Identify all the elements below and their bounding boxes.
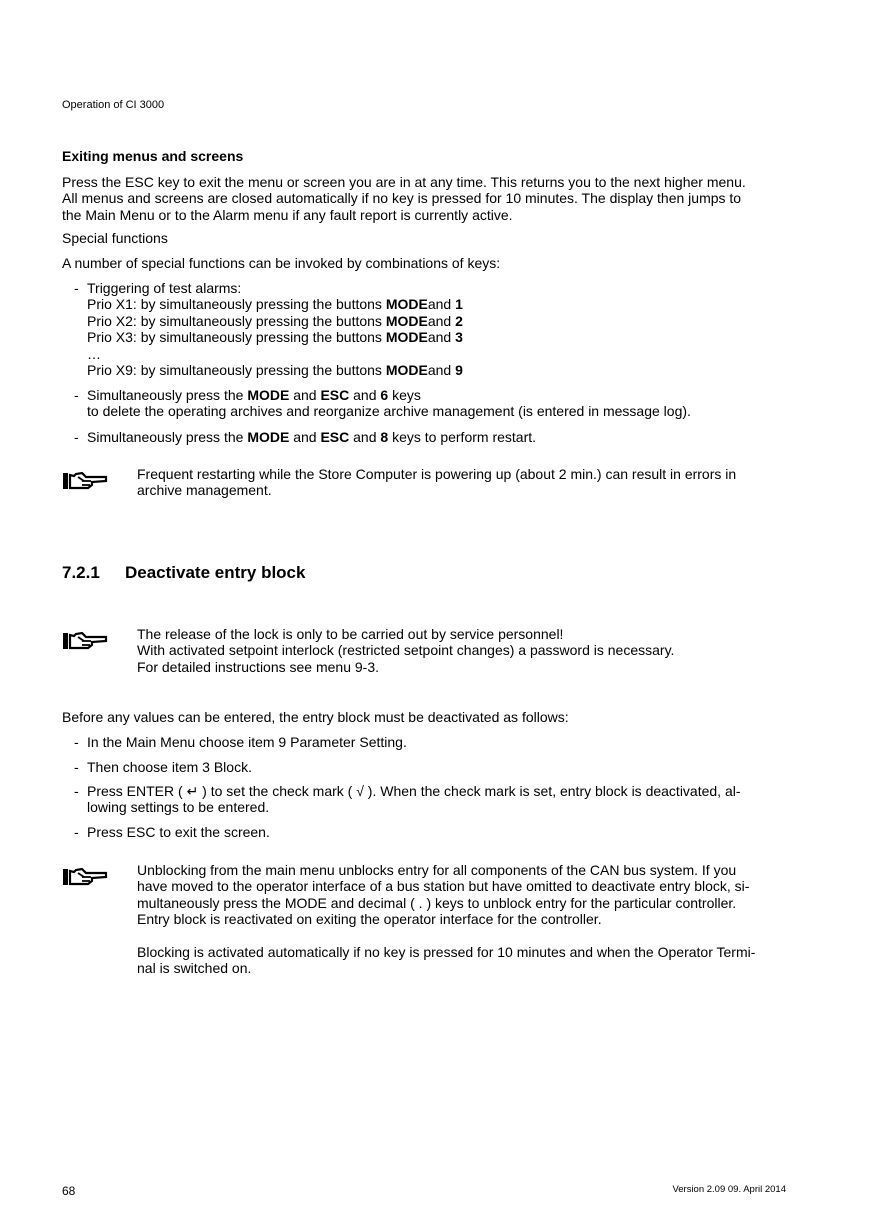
text-line bbox=[137, 960, 797, 976]
running-header: Operation of CI 3000 bbox=[62, 99, 165, 111]
text-run: and bbox=[427, 312, 456, 329]
text-line bbox=[137, 482, 797, 498]
key-name: 1 bbox=[455, 296, 463, 313]
list-bullet: - bbox=[74, 824, 79, 840]
text-line bbox=[87, 387, 794, 403]
text-line bbox=[87, 799, 794, 815]
pointing-hand-icon bbox=[62, 865, 108, 889]
text-run: Unblocking from the main menu unblocks entry for all components of the CAN bus system. If you bbox=[137, 862, 737, 878]
text-run: Entry block is reactivated on exiting the operator interface for the controller. bbox=[137, 911, 602, 928]
version-date: Version 2.09 09. April 2014 bbox=[672, 1184, 786, 1195]
text-line bbox=[62, 230, 802, 246]
text-run: Press ENTER ( ↵ ) to set the check mark ( √ ). When the check mark is set, entry block is deactivated, al- bbox=[87, 783, 741, 799]
text-run: Frequent restarting while the Store Computer is powering up (about 2 min.) can result in errors in bbox=[137, 466, 737, 482]
text-run: … bbox=[87, 345, 101, 362]
paragraph-exit bbox=[62, 174, 802, 223]
note-unblocking bbox=[137, 862, 797, 977]
text-line bbox=[137, 911, 797, 927]
list-item bbox=[74, 387, 794, 420]
list-item bbox=[74, 783, 794, 816]
key-name: ESC bbox=[320, 387, 350, 403]
key-name: 3 bbox=[455, 329, 463, 346]
paragraph-before bbox=[62, 709, 802, 725]
text-line bbox=[87, 329, 794, 345]
text-line bbox=[87, 362, 794, 378]
text-run: Then choose item 3 Block. bbox=[87, 759, 252, 775]
text-run: nal is switched on. bbox=[137, 960, 252, 977]
pointing-hand-icon bbox=[62, 469, 108, 493]
list-bullet: - bbox=[74, 387, 79, 403]
text-run: Simultaneously press the bbox=[87, 429, 248, 445]
text-run: and bbox=[349, 429, 381, 445]
text-run: and bbox=[427, 361, 456, 378]
text-line bbox=[137, 466, 797, 482]
text-line bbox=[87, 296, 794, 312]
text-run: Prio X3: by simultaneously pressing the buttons bbox=[87, 329, 386, 346]
text-run: A number of special functions can be invoked by combinations of keys: bbox=[62, 255, 501, 271]
text-run: and bbox=[427, 296, 456, 313]
text-run: keys to perform restart. bbox=[388, 429, 537, 445]
text-run: For detailed instructions see menu 9-3. bbox=[137, 658, 380, 675]
text-run: archive management. bbox=[137, 482, 272, 499]
note-restart bbox=[137, 466, 797, 499]
text-run: Prio X1: by simultaneously pressing the buttons bbox=[87, 296, 386, 313]
text-run: Prio X9: by simultaneously pressing the buttons bbox=[87, 361, 386, 378]
section-heading: Exiting menus and screens bbox=[62, 148, 244, 164]
text-line bbox=[87, 759, 794, 775]
key-name: MODE bbox=[385, 312, 428, 329]
list-bullet: - bbox=[74, 734, 79, 750]
list-item bbox=[74, 429, 794, 445]
text-run: Press the ESC key to exit the menu or screen you are in at any time. This returns you to the next higher menu. bbox=[62, 174, 746, 190]
list-item bbox=[74, 824, 794, 840]
text-line bbox=[87, 313, 794, 329]
text-line bbox=[137, 642, 797, 658]
text-line bbox=[87, 783, 794, 799]
text-run: to delete the operating archives and reorganize archive management (is entered in message log). bbox=[87, 403, 691, 420]
text-line bbox=[87, 346, 794, 362]
text-run: Triggering of test alarms: bbox=[87, 280, 242, 296]
text-run: and bbox=[349, 387, 381, 403]
list-bullet: - bbox=[74, 759, 79, 775]
paragraph-special-functions bbox=[62, 230, 802, 246]
text-line bbox=[137, 878, 797, 894]
text-line bbox=[87, 429, 794, 445]
key-name: 9 bbox=[455, 361, 463, 378]
key-name: ESC bbox=[320, 429, 350, 445]
paragraph-intro bbox=[62, 255, 802, 271]
list-item bbox=[74, 280, 794, 378]
list-item bbox=[74, 734, 794, 750]
text-line bbox=[137, 944, 797, 960]
list-bullet: - bbox=[74, 280, 79, 296]
section-number: 7.2.1 bbox=[62, 563, 100, 582]
pointing-hand-icon bbox=[62, 629, 108, 653]
text-run: and bbox=[289, 429, 321, 445]
text-run: Before any values can be entered, the entry block must be deactivated as follows: bbox=[62, 709, 569, 725]
key-name: MODE bbox=[247, 387, 290, 403]
text-line bbox=[62, 190, 802, 206]
key-name: MODE bbox=[385, 361, 428, 378]
text-line bbox=[87, 403, 794, 419]
text-run: The release of the lock is only to be carried out by service personnel! bbox=[137, 626, 564, 642]
text-run: lowing settings to be entered. bbox=[87, 799, 270, 816]
text-run: and bbox=[427, 329, 456, 346]
text-line bbox=[137, 659, 797, 675]
text-run: keys bbox=[388, 387, 421, 403]
list-bullet: - bbox=[74, 783, 79, 799]
text-run: All menus and screens are closed automatically if no key is pressed for 10 minutes. The display then jumps to bbox=[62, 190, 742, 207]
text-line bbox=[137, 895, 797, 911]
text-line bbox=[62, 207, 802, 223]
text-run: Simultaneously press the bbox=[87, 387, 248, 403]
key-name: 2 bbox=[455, 312, 463, 329]
key-name: MODE bbox=[385, 329, 428, 346]
text-line bbox=[87, 734, 794, 750]
page-number: 68 bbox=[62, 1184, 76, 1198]
key-name: MODE bbox=[385, 296, 428, 313]
list-item bbox=[74, 759, 794, 775]
key-name: MODE bbox=[247, 429, 290, 445]
text-run: Press ESC to exit the screen. bbox=[87, 824, 270, 840]
note-service bbox=[137, 626, 797, 675]
text-run: Blocking is activated automatically if no key is pressed for 10 minutes and when the Operator Termi- bbox=[137, 943, 756, 960]
key-name: 6 bbox=[380, 387, 389, 403]
text-line bbox=[87, 824, 794, 840]
text-line bbox=[62, 174, 802, 190]
text-run: In the Main Menu choose item 9 Parameter Setting. bbox=[87, 734, 407, 750]
text-line bbox=[87, 280, 794, 296]
text-run: the Main Menu or to the Alarm menu if any fault report is currently active. bbox=[62, 206, 513, 223]
text-run: have moved to the operator interface of a bus station but have omitted to deactivate entry block, si- bbox=[137, 878, 750, 895]
text-line bbox=[62, 709, 802, 725]
text-line bbox=[137, 626, 797, 642]
text-run: Special functions bbox=[62, 230, 168, 246]
text-run: and bbox=[289, 387, 321, 403]
section-heading-7-2-1 bbox=[62, 565, 802, 581]
text-run: multaneously press the MODE and decimal ( . ) keys to unblock entry for the particular controller. bbox=[137, 894, 737, 911]
section-title: Deactivate entry block bbox=[125, 563, 306, 582]
list-bullet: - bbox=[74, 429, 79, 445]
text-run: With activated setpoint interlock (restricted setpoint changes) a password is necessary. bbox=[137, 642, 675, 659]
text-run: Prio X2: by simultaneously pressing the buttons bbox=[87, 312, 386, 329]
text-line bbox=[137, 928, 797, 944]
text-line bbox=[62, 255, 802, 271]
key-name: 8 bbox=[380, 429, 389, 445]
text-line bbox=[137, 862, 797, 878]
